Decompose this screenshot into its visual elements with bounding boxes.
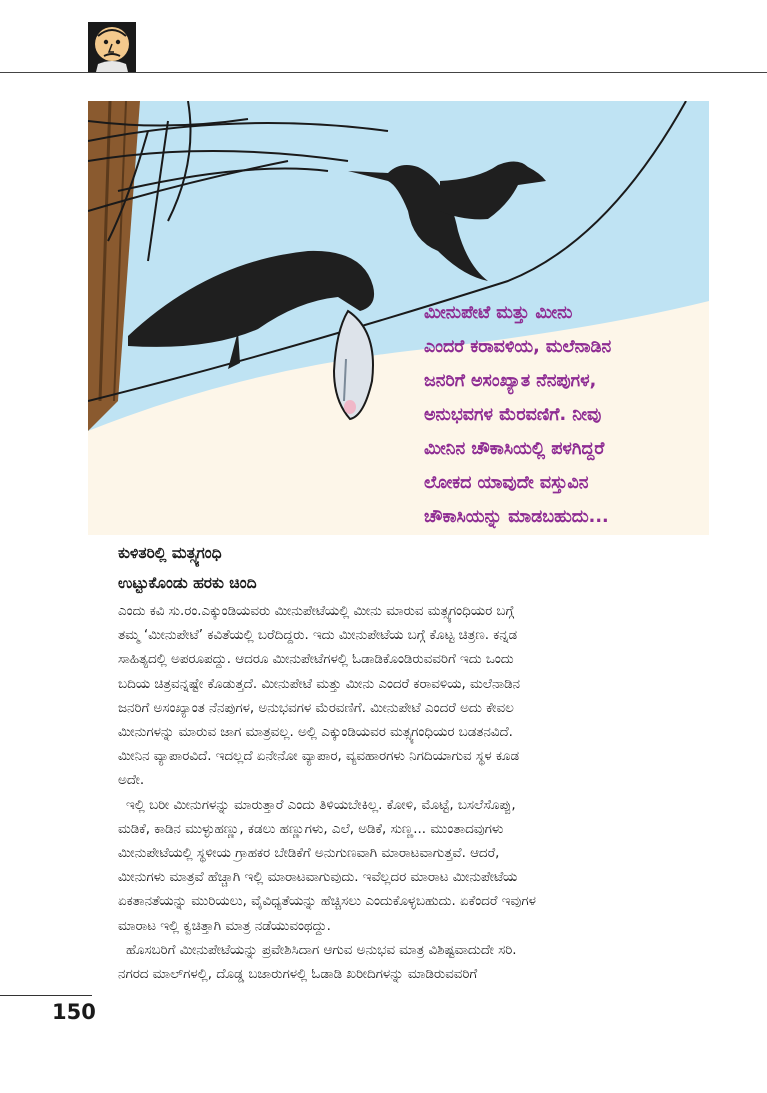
header-rule: [0, 72, 767, 73]
face-caricature-icon: [88, 22, 136, 72]
article-body: [118, 600, 693, 987]
body-line: ನಗರದ ಮಾಲ್‌ಗಳಲ್ಲಿ, ದೊಡ್ಡ ಬಜಾರುಗಳಲ್ಲಿ ಓಡಾಡಿ ಖರೀದಿಗಳನ್ನು ಮಾಡಿರುವವರಿಗೆ: [118, 967, 478, 983]
pull-quote-line: ಜನರಿಗೆ ಅಸಂಖ್ಯಾತ ನೆನಪುಗಳ,: [424, 371, 597, 391]
body-line: ಬದಿಯ ಚಿತ್ರವನ್ನಷ್ಟೇ ಕೊಡುತ್ತದೆ. ಮೀನುಪೇಟೆ ಮತ್ತು ಮೀನು ಎಂದರೆ ಕರಾವಳಿಯ, ಮಲೆನಾಡಿನ: [118, 676, 521, 692]
pull-quote-line: ಮೀನುಪೇಟೆ ಮತ್ತು ಮೀನು: [424, 303, 573, 323]
page-number: 150: [52, 1000, 96, 1024]
pull-quote-line: ಎಂದರೆ ಕರಾವಳಿಯ, ಮಲೆನಾಡಿನ: [424, 337, 612, 357]
footer-rule: [0, 995, 92, 996]
body-line: ಅದೇ.: [118, 773, 145, 789]
pull-quote-line: ಚೌಕಾಸಿಯನ್ನು ಮಾಡಬಹುದು...: [424, 507, 609, 527]
column-logo: [88, 22, 136, 72]
body-line: ಮೀನುಪೇಟೆಯಲ್ಲಿ ಸ್ಥಳೀಯ ಗ್ರಾಹಕರ ಬೇಡಿಕೆಗೆ ಅನುಗುಣವಾಗಿ ಮಾರಾಟವಾಗುತ್ತವೆ. ಆದರೆ,: [118, 846, 500, 862]
body-line: ಎಂದು ಕವಿ ಸು.ರಂ.ಎಕ್ಕುಂಡಿಯವರು ಮೀನುಪೇಟೆಯಲ್ಲಿ ಮೀನು ಮಾರುವ ಮತ್ಸ್ಯಗಂಧಿಯರ ಬಗ್ಗೆ: [118, 604, 515, 619]
body-line: ಹೊಸಬರಿಗೆ ಮೀನುಪೇಟೆಯನ್ನು ಪ್ರವೇಶಿಸಿದಾಗ ಆಗುವ ಅನುಭವ ಮಾತ್ರ ವಿಶಿಷ್ಟವಾದುದೇ ಸರಿ.: [126, 942, 517, 958]
body-line: ಮಡಿಕೆ, ಕಾಡಿನ ಮುಳ್ಳುಹಣ್ಣು, ಕಡಲು ಹಣ್ಣುಗಳು, ಎಲೆ, ಅಡಿಕೆ, ಸುಣ್ಣ... ಮುಂತಾದವುಗಳು: [118, 821, 504, 837]
body-line: ಜನರಿಗೆ ಅಸಂಖ್ಯಾಂತ ನೆನಪುಗಳ, ಅನುಭವಗಳ ಮೆರವಣಿಗೆ. ಮೀನುಪೇಟೆ ಎಂದರೆ ಅದು ಕೇವಲ: [118, 700, 514, 716]
body-line: ಮೀನುಗಳನ್ನು ಮಾರುವ ಜಾಗ ಮಾತ್ರವಲ್ಲ. ಅಲ್ಲಿ ಎಕ್ಕುಂಡಿಯವರ ಮತ್ಸ್ಯಗಂಧಿಯರ ಬಡತನವಿದೆ.: [118, 725, 513, 741]
verse-line: ಕುಳಿತರಿಲ್ಲಿ ಮತ್ಸ್ಯಗಂಧಿ: [118, 544, 222, 562]
body-line: ತಮ್ಮ ‘ಮೀನುಪೇಟೆ’ ಕವಿತೆಯಲ್ಲಿ ಬರೆದಿದ್ದರು. ಇದು ಮೀನುಪೇಟೆಯ ಬಗ್ಗೆ ಕೊಟ್ಟ ಚಿತ್ರಣ. ಕನ್ನಡ: [118, 628, 518, 644]
body-line: ಇಲ್ಲಿ ಬರೀ ಮೀನುಗಳನ್ನು ಮಾರುತ್ತಾರೆ ಎಂದು ತಿಳಿಯಬೇಕಿಲ್ಲ. ಕೋಳಿ, ಮೊಟ್ಟೆ, ಬಸಲೆಸೊಪ್ಪು,: [126, 797, 516, 813]
pull-quote-line: ಅನುಭವಗಳ ಮೆರವಣಿಗೆ. ನೀವು: [424, 405, 602, 425]
body-line: ಮೀನಿನ ವ್ಯಾಪಾರವಿದೆ. ಇದಲ್ಲದೆ ಏನೇನೋ ವ್ಯಾಪಾರ, ವ್ಯವಹಾರಗಳು ನಿಗದಿಯಾಗುವ ಸ್ಥಳ ಕೂಡ: [118, 749, 519, 765]
verse-line: ಉಟ್ಟುಕೊಂಡು ಹರಕು ಚಿಂದಿ: [118, 574, 257, 592]
body-line: ಏಕತಾನತೆಯನ್ನು ಮುರಿಯಲು, ವೈವಿಧ್ಯತೆಯನ್ನು ಹೆಚ್ಚಿಸಲು ಎಂದುಕೊಳ್ಳಬಹುದು. ಏಕೆಂದರೆ ಇವುಗಳ: [118, 894, 536, 910]
body-line: ಮಾರಾಟ ಇಲ್ಲಿ ಕ್ವಚಿತ್ತಾಗಿ ಮಾತ್ರ ನಡೆಯುವಂಥದ್ದು.: [118, 918, 331, 934]
pull-quote-line: ಲೋಕದ ಯಾವುದೇ ವಸ್ತುವಿನ: [424, 473, 589, 493]
verse-quote: [118, 538, 257, 598]
body-line: ಮೀನುಗಳು ಮಾತ್ರವೆ ಹೆಚ್ಚಾಗಿ ಇಲ್ಲಿ ಮಾರಾಟವಾಗುವುದು. ಇವೆಲ್ಲದರ ಮಾರಾಟ ಮೀನುಪೇಟೆಯ: [118, 870, 518, 886]
body-line: ಸಾಹಿತ್ಯದಲ್ಲಿ ಅಪರೂಪದ್ದು. ಆದರೂ ಮೀನುಪೇಟೆಗಳಲ್ಲಿ ಓಡಾಡಿಕೊಂಡಿರುವವರಿಗೆ ಇದು ಒಂದು: [118, 652, 514, 668]
pull-quote-line: ಮೀನಿನ ಚೌಕಾಸಿಯಲ್ಲಿ ಪಳಗಿದ್ದರೆ: [424, 439, 605, 459]
pull-quote: [424, 296, 714, 534]
